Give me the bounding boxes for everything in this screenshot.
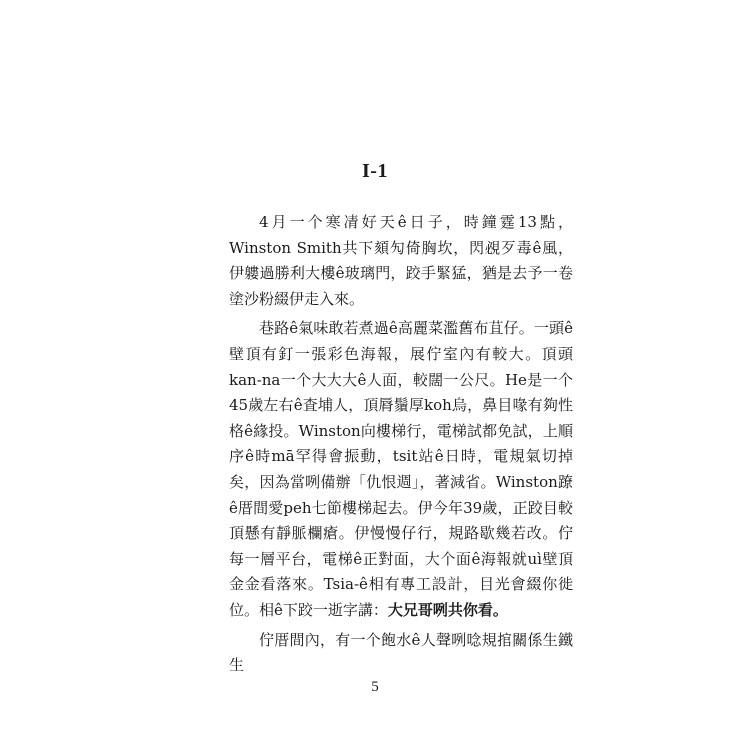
bold-quote: 大兄哥咧共你看。 (387, 600, 508, 619)
paragraph-1 (229, 210, 573, 312)
body-text (229, 210, 573, 683)
paragraph-2 (229, 316, 573, 623)
paragraph-2-text: 巷路ê氣味敢若煮過ê高麗菜濫舊布苴仔。一頭ê壁頂有釘一張彩色海報，展佇室內有較大。頂頭kan-na一个大大大ê人面，較闊一公尺。He是一个45歲左右ê査埔人，頂脣鬚厚koh烏，鼻目喙有夠性格ê緣投。Winston向樓梯行，電梯試都免試，上順序ê時mā罕得會振動，tsit站ê日時，電規氣切掉矣，因為當咧備辦「仇恨週」，著減省。Winston蹽ê厝間愛peh七節樓梯起去。伊今年39歲，正跤目較頂懸有靜脈欄瘡。伊慢慢仔行，規路歇幾若改。佇每一層平台，電梯ê正對面，大个面ê海報就uì壁頂金金看落來。Tsia-ê相有專工設計，目光會綴你徙位。相ê下跤一逝字講： (229, 319, 573, 619)
paragraph-1-text: 4月一个寒凊好天ê日子，時鐘霆13點，Winston Smith共下頦勼倚胸坎，閃覕歹毒ê風，伊軁過勝利大樓ê玻璃門，跤手緊猛，猶是去予一卷塗沙粉綴伊走入來。 (229, 213, 573, 308)
paragraph-3 (229, 628, 573, 679)
chapter-title: I-1 (362, 160, 388, 182)
page-number: 5 (371, 679, 379, 695)
paragraph-3-text: 佇厝間內，有一个飽水ê人聲咧唸規捾關係生鐵生 (229, 630, 573, 675)
